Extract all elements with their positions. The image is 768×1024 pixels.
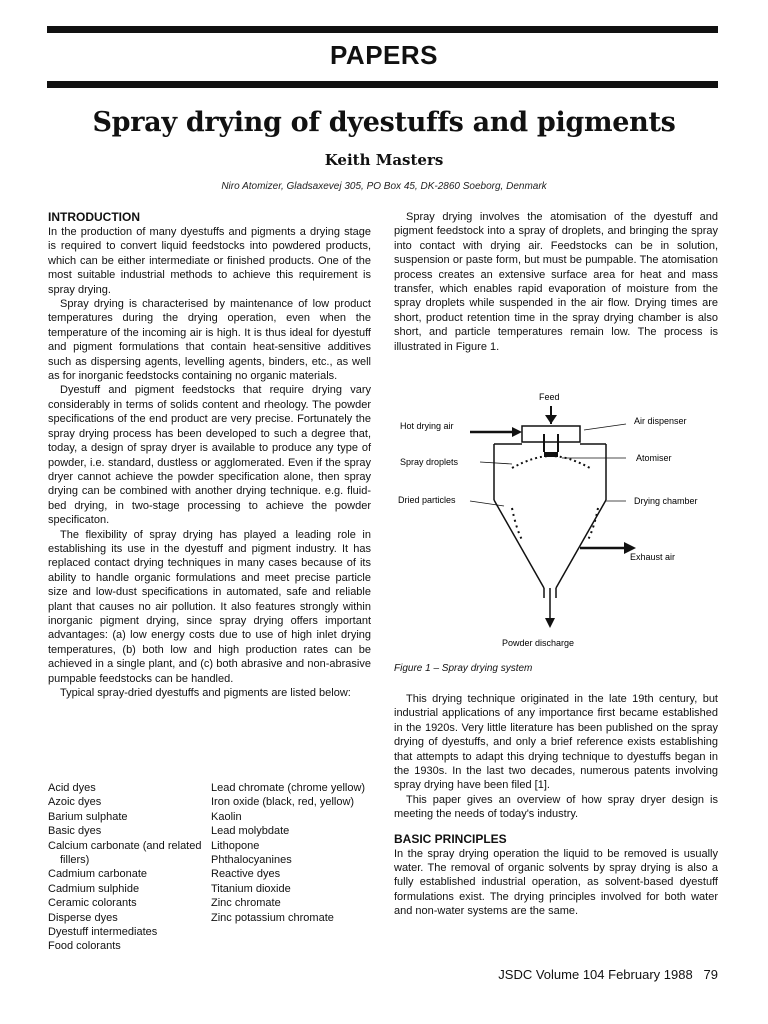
list-item: Lithopone (211, 839, 260, 852)
list-item: Kaolin (211, 810, 242, 823)
exhaust-air-label: Exhaust air (630, 552, 676, 562)
process-paragraph: Spray drying involves the atomisation of the dyestuff and pigment feedstock into a spray of droplets, and bringing the spray into contact with drying air. Feedstocks can be in solution, suspension or paste form, but must be pumpable. The atomisation process creates an extensive surface area for heat and mass transfer, which enables rapid evaporation of moisture from the spray droplets while suspended in the air flow. Drying times are short, product retention time in the spray drying chamber is also short, and particle temperatures remain low. The process is illustrated in Figure 1. (394, 211, 718, 353)
basic-principles-heading: BASIC PRINCIPLES (394, 831, 507, 846)
dried-particles-label: Dried particles (398, 495, 456, 505)
dyestuff-list-column-a (48, 781, 208, 954)
bottom-rule (47, 81, 718, 88)
list-item: Cadmium sulphide (48, 882, 140, 895)
intro-paragraph-5: Typical spray-dried dyestuffs and pigments are listed below: (60, 687, 351, 699)
spray-droplets-leader (480, 462, 512, 464)
list-item: Acid dyes (48, 782, 96, 794)
page-footer (498, 967, 718, 982)
author-name: Keith Masters (324, 151, 444, 169)
dried-particles-leader (470, 501, 504, 506)
intro-paragraph-1: In the production of many dyestuffs and pigments a drying stage is required to convert liquid feedstocks into powdered products, which can be either intermediate or finished products. One of the most suitable industrial methods to achieve this requirement is spray drying. (48, 226, 371, 296)
atomiser-label: Atomiser (636, 453, 672, 463)
powder-arrowhead-icon (545, 618, 555, 628)
feed-label: Feed (539, 392, 560, 402)
principles-paragraph: In the spray drying operation the liquid to be removed is usually water. The removal of organic solvents by spray drying is also a fully established industrial operation, as solvent-based dyestuff formulations exist. The drying principles involved for both water and non-water systems are the same. (394, 847, 718, 918)
list-item: Basic dyes (48, 825, 102, 838)
right-column-top (394, 210, 718, 354)
cone-right (556, 500, 606, 588)
spray-drying-figure (394, 388, 718, 658)
journal-reference: JSDC Volume 104 February 1988 (498, 967, 693, 982)
list-item: Azoic dyes (48, 796, 102, 809)
left-column (48, 210, 371, 700)
author-affiliation: Niro Atomizer, Gladsaxevej 305, PO Box 45, DK-2860 Soeborg, Denmark (221, 181, 547, 192)
spray-dryer-diagram (394, 388, 718, 658)
top-rule (47, 26, 718, 33)
right-column-bottom (394, 692, 718, 919)
spray-droplets-label: Spray droplets (400, 457, 459, 467)
article-title: Spray drying of dyestuffs and pigments (92, 107, 676, 138)
list-item: Lead chromate (chrome yellow) (211, 782, 366, 794)
history-paragraph: This drying technique originated in the late 19th century, but industrial applications of any importance first became established in the 1920s. Very little literature has been published on the spray drying of dyestuffs, and only a brief reference exists establishing that attempts to adapt this drying technique to dyestuffs began in the 1930s. In the last two decades, numerous patents involving spray drying have been filed [1]. (394, 693, 718, 792)
intro-paragraph-2: Spray drying is characterised by maintenance of low product temperatures during the drying operation, even when the temperature of the incoming air is high. It is thus ideal for dyestuff and pigment formulations that contain heat-sensitive additives such as dispersing agents, levelling agents, binders, etc., as well as for inorganic feedstocks containing no organic materials. (48, 298, 371, 383)
list-item: Titanium dioxide (211, 882, 291, 895)
intro-paragraph-4: The flexibility of spray drying has played a leading role in establishing its use in the dyestuff and pigment industry. It has replaced contact drying techniques in many cases because of its ability to handle organic formulations and meet precise particle size and low-dust specifications in automated, safe and reliable plant that causes no air pollution. It also features strongly within inorganic pigment drying, since spray drying offers important advantages: (a) low energy costs due to use of high inlet drying temperatures, (b) both low and high production rates can be achieved in a single plant, and (c) both abrasive and non-abrasive pumpable feedstocks can be handled. (48, 528, 371, 685)
list-item: Reactive dyes (211, 868, 281, 881)
list-item: Dyestuff intermediates (48, 926, 158, 939)
list-item: Cadmium carbonate (48, 868, 148, 881)
introduction-heading: INTRODUCTION (48, 210, 140, 224)
list-item: Phthalocyanines (211, 854, 292, 867)
feed-arrowhead-icon (545, 415, 557, 424)
figure-caption: Figure 1 – Spray drying system (394, 663, 533, 674)
intro-paragraph-3: Dyestuff and pigment feedstocks that require drying vary considerably in terms of solids content and rheology. The powder specifications of the end product are very precise. Fortunately the spray drying process has been developed to such a degree that, today, a design of spray dryer is available to produce any type of powder, i.e. standard, dustless or agglomerated. Even if the spray dryer cannot achieve the powder specification alone, then spray drying can be combined with another drying technique. e.g. fluid-bed drying, in two-stage processing to achieve the powder specificaton. (48, 384, 371, 527)
list-item: Zinc potassium chromate (211, 911, 334, 924)
dyestuff-list-column-b (211, 781, 381, 925)
hot-air-label: Hot drying air (400, 421, 454, 431)
list-item: Calcium carbonate (and related fillers) (48, 839, 202, 867)
air-dispenser-label: Air dispenser (634, 416, 687, 426)
overview-paragraph: This paper gives an overview of how spray dryer design is meeting the needs of today's industry. (394, 793, 718, 821)
air-dispenser-leader (584, 424, 626, 430)
page-number: 79 (703, 967, 718, 982)
list-item: Ceramic colorants (48, 897, 137, 910)
list-item: Food colorants (48, 940, 121, 953)
cone-left (494, 500, 544, 588)
list-item: Barium sulphate (48, 810, 128, 823)
list-item: Disperse dyes (48, 911, 118, 924)
drying-chamber-label: Drying chamber (634, 496, 698, 506)
list-item: Iron oxide (black, red, yellow) (211, 796, 355, 809)
list-item: Zinc chromate (211, 897, 281, 910)
powder-discharge-label: Powder discharge (502, 638, 575, 648)
air-dispenser-box (522, 426, 580, 442)
section-label: PAPERS (330, 40, 438, 70)
list-item: Lead molybdate (211, 825, 290, 838)
hot-air-arrowhead-icon (512, 427, 522, 437)
